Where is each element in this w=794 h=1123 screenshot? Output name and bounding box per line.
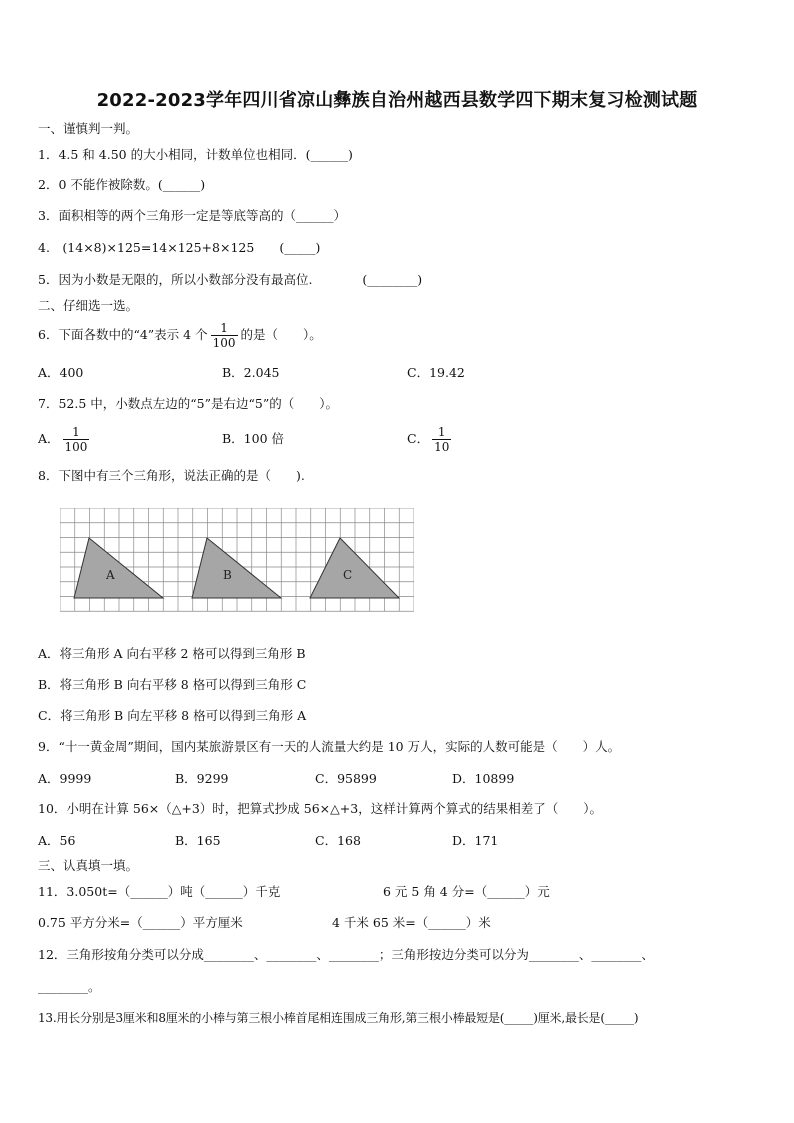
question-6-prefix: 6．下面各数中的“4”表示 4 个 — [38, 327, 208, 342]
question-12-line-2: ________。 — [38, 979, 101, 994]
fraction-denominator: 10 — [434, 440, 450, 454]
fraction-denominator: 100 — [64, 440, 88, 454]
question-5: 5．因为小数是无限的，所以小数部分没有最高位. (________) — [38, 272, 423, 287]
page-title: 2022-2023学年四川省凉山彝族自治州越西县数学四下期末复习检测试题 — [96, 90, 698, 111]
q6-option-c: C．19.42 — [407, 365, 465, 380]
fraction-1-100 — [211, 321, 238, 350]
triangle-c — [310, 538, 399, 598]
fraction-numerator: 1 — [72, 425, 80, 439]
question-6 — [38, 318, 322, 352]
question-6-suffix: 的是（ ）。 — [240, 327, 322, 342]
q9-option-d: D．10899 — [452, 771, 515, 786]
question-10: 10．小明在计算 56×（△+3）时，把算式抄成 56×△+3，这样计算两个算式的结果相差了（ ）。 — [38, 801, 602, 816]
q6-option-b: B．2.045 — [222, 365, 280, 380]
question-12-line-1: 12．三角形按角分类可以分成________、________、________；三角形按边分类可以分为________、________、 — [38, 947, 654, 962]
q10-option-b: B．165 — [175, 833, 221, 848]
q7-option-a — [38, 422, 92, 456]
fraction-1-100 — [63, 425, 90, 454]
q9-option-c: C．95899 — [315, 771, 377, 786]
q10-option-c: C．168 — [315, 833, 361, 848]
triangle-a — [74, 538, 163, 598]
question-9: 9．“十一黄金周”期间，国内某旅游景区有一天的人流量大约是 10 万人，实际的人数可能是（ ）人。 — [38, 739, 621, 754]
triangle-grid-figure — [60, 508, 414, 612]
question-2: 2．0 不能作被除数。(______) — [38, 177, 206, 192]
question-7: 7．52.5 中，小数点左边的“5”是右边“5”的（ ）。 — [38, 396, 338, 411]
fraction-1-10 — [432, 425, 451, 454]
triangle-b — [192, 538, 281, 598]
question-11-part-2: 6 元 5 角 4 分=（______）元 — [383, 884, 550, 899]
q9-option-b: B．9299 — [175, 771, 229, 786]
question-11-part-4: 4 千米 65 米=（______）米 — [332, 915, 491, 930]
section-heading-1: 一、谨慎判一判。 — [38, 121, 139, 136]
section-heading-2: 二、仔细选一选。 — [38, 298, 139, 313]
question-11-part-3: 0.75 平方分米=（______）平方厘米 — [38, 915, 243, 930]
question-8: 8．下图中有三个三角形，说法正确的是（ ). — [38, 468, 305, 483]
fraction-denominator: 100 — [212, 336, 236, 350]
question-4: 4. (14×8)×125=14×125+8×125 (_____) — [38, 240, 321, 255]
q10-option-d: D．171 — [452, 833, 499, 848]
question-11-part-1: 11．3.050t=（______）吨（______）千克 — [38, 884, 281, 899]
triangle-label-c: C — [343, 568, 353, 582]
triangle-label-b: B — [223, 568, 232, 582]
fraction-numerator: 1 — [437, 425, 446, 439]
question-1: 1．4.5 和 4.50 的大小相同，计数单位也相同．(______) — [38, 147, 353, 162]
q8-option-b: B．将三角形 B 向右平移 8 格可以得到三角形 C — [38, 677, 307, 692]
question-13: 13.用长分别是3厘米和8厘米的小棒与第三根小棒首尾相连围成三角形,第三根小棒最短是(_____)厘米,最长是(_____) — [38, 1011, 639, 1025]
q9-option-a: A．9999 — [38, 771, 92, 786]
q7-option-c — [407, 422, 454, 456]
q10-option-a: A．56 — [38, 833, 76, 848]
q8-option-a: A．将三角形 A 向右平移 2 格可以得到三角形 B — [38, 646, 306, 661]
triangle-label-a: A — [106, 568, 115, 582]
q7-option-a-label: A． — [38, 431, 60, 446]
question-3: 3．面积相等的两个三角形一定是等底等高的（______） — [38, 208, 346, 223]
q7-option-c-label: C． — [407, 431, 430, 446]
q7-option-b: B．100 倍 — [222, 431, 285, 446]
q8-option-c: C．将三角形 B 向左平移 8 格可以得到三角形 A — [38, 708, 307, 723]
q6-option-a: A．400 — [38, 365, 84, 380]
section-heading-3: 三、认真填一填。 — [38, 858, 139, 873]
fraction-numerator: 1 — [220, 321, 228, 335]
